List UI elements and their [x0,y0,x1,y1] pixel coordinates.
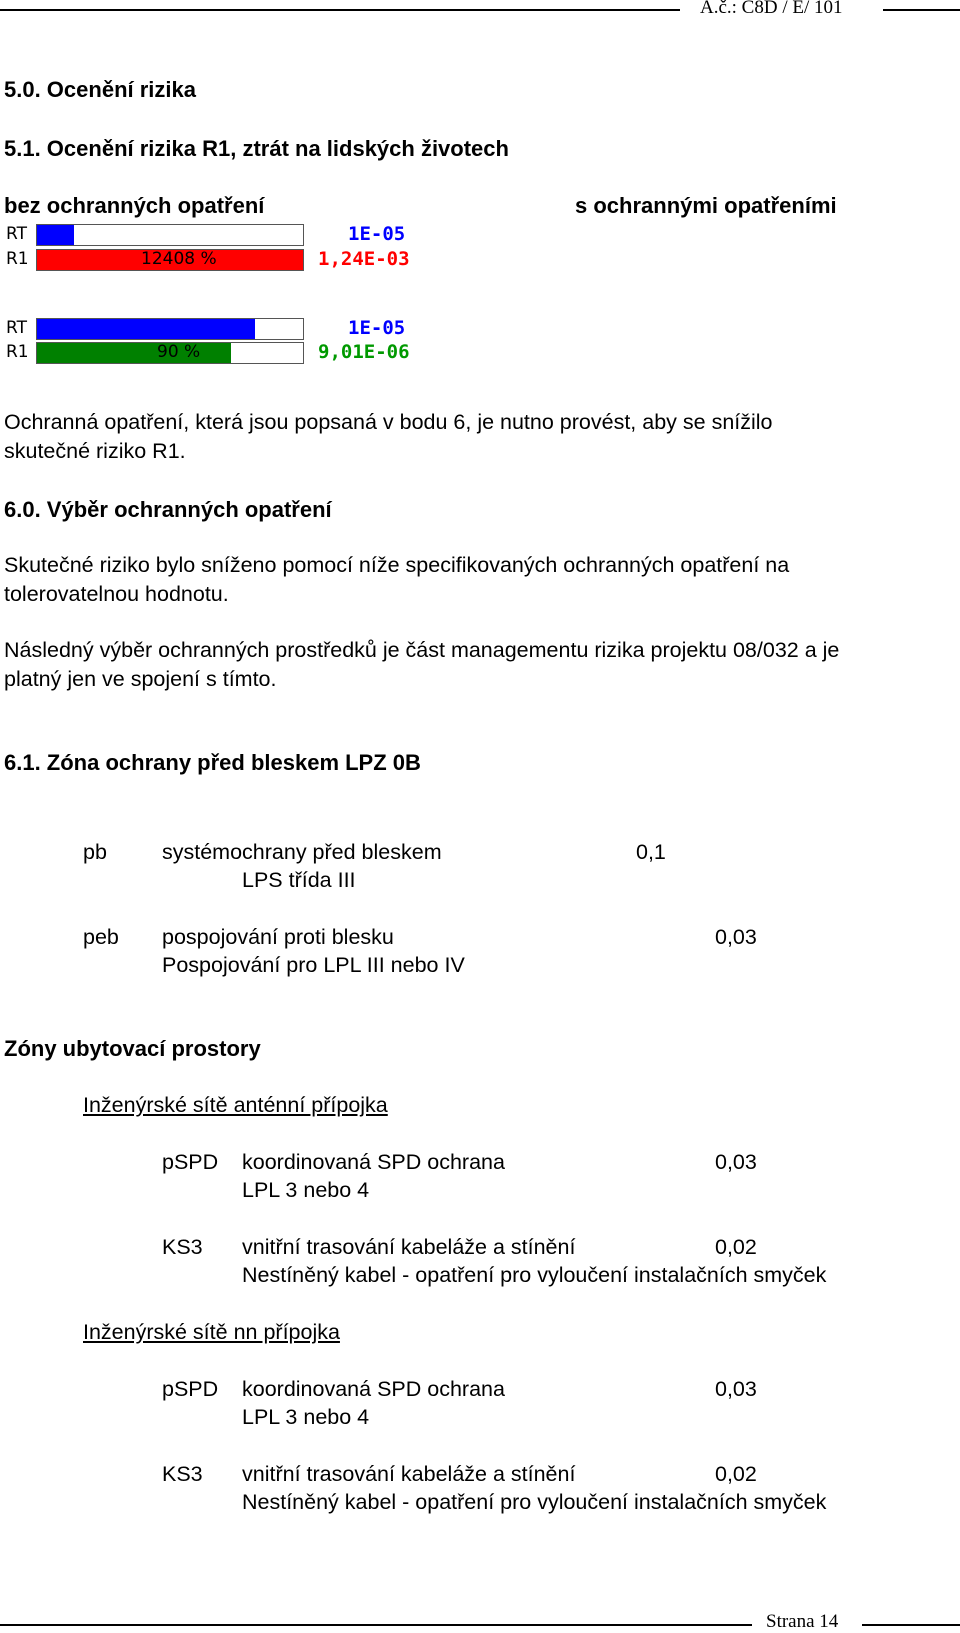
column-with-measures: s ochrannými opatřeními [575,193,837,218]
paragraph-measures-line1: Ochranná opatření, která jsou popsaná v bodu 6, je nutno provést, aby se snížilo [4,410,773,434]
param-value: 0,03 [715,1377,757,1401]
param-code: KS3 [162,1462,203,1486]
param-value: 0,03 [715,925,757,949]
param-sub: Nestíněný kabel - opatření pro vyloučení instalačních smyček [242,1490,827,1514]
rt-label: RT [6,318,27,338]
param-value: 0,02 [715,1462,757,1486]
param-desc: vnitřní trasování kabeláže a stínění [242,1462,576,1486]
footer-rule-right [862,1624,960,1626]
r1-value: 9,01E-06 [318,341,410,363]
section-5-1-title: 5.1. Ocenění rizika R1, ztrát na lidských životech [4,136,509,161]
footer-rule-left [0,1624,752,1626]
r1-percent: 90 % [157,342,201,362]
rt-value: 1E-05 [348,317,406,339]
r1-bar [36,249,304,271]
header-doc-code: A.č.: C8D / E/ 101 [700,0,843,18]
r1-label: R1 [6,249,29,269]
footer-page-number: Strana 14 [766,1611,839,1632]
param-code: pb [83,840,107,864]
zones-title: Zóny ubytovací prostory [4,1036,261,1061]
section-6-0-title: 6.0. Výběr ochranných opatření [4,497,332,522]
r1-value: 1,24E-03 [318,248,410,270]
param-value: 0,02 [715,1235,757,1259]
rt-bar-fill [37,319,255,339]
param-desc: koordinovaná SPD ochrana [242,1377,505,1401]
section-5-0-title: 5.0. Ocenění rizika [4,77,196,102]
rt-bar-fill [37,225,74,245]
r1-bar-fill [37,343,231,363]
header-rule-right [883,9,960,11]
header-rule-left [0,9,680,11]
paragraph-reduced-line1: Skutečné riziko bylo sníženo pomocí níže specifikovaných ochranných opatření na [4,553,790,577]
param-code: peb [83,925,119,949]
param-sub: Nestíněný kabel - opatření pro vyloučení instalačních smyček [242,1263,827,1287]
param-desc: vnitřní trasování kabeláže a stínění [242,1235,576,1259]
rt-value: 1E-05 [348,223,406,245]
param-code: pSPD [162,1377,219,1401]
paragraph-selection-line2: platný jen ve spojení s tímto. [4,667,277,691]
section-6-1-title: 6.1. Zóna ochrany před bleskem LPZ 0B [4,750,421,775]
param-code: KS3 [162,1235,203,1259]
r1-label: R1 [6,342,29,362]
param-sub: LPL 3 nebo 4 [242,1405,370,1429]
rt-bar [36,318,304,340]
paragraph-reduced-line2: tolerovatelnou hodnotu. [4,582,229,606]
group-title-lv-connection: Inženýrské sítě nn přípojka [83,1320,340,1344]
paragraph-selection-line1: Následný výběr ochranných prostředků je část managementu rizika projektu 08/032 a je [4,638,840,662]
param-desc: koordinovaná SPD ochrana [242,1150,505,1174]
param-desc: pospojování proti blesku [162,925,394,949]
param-sub: LPL 3 nebo 4 [242,1178,370,1202]
paragraph-measures-line2: skutečné riziko R1. [4,439,186,463]
r1-bar [36,342,304,364]
param-sub: Pospojování pro LPL III nebo IV [162,953,465,977]
param-code: pSPD [162,1150,219,1174]
param-value: 0,03 [715,1150,757,1174]
rt-bar [36,224,304,246]
r1-percent: 12408 % [141,249,217,269]
param-sub: LPS třída III [242,868,356,892]
column-without-measures: bez ochranných opatření [4,193,265,218]
param-value: 0,1 [636,840,666,864]
rt-label: RT [6,224,27,244]
group-title-antenna: Inženýrské sítě anténní přípojka [83,1093,388,1117]
param-desc: systémochrany před bleskem [162,840,442,864]
